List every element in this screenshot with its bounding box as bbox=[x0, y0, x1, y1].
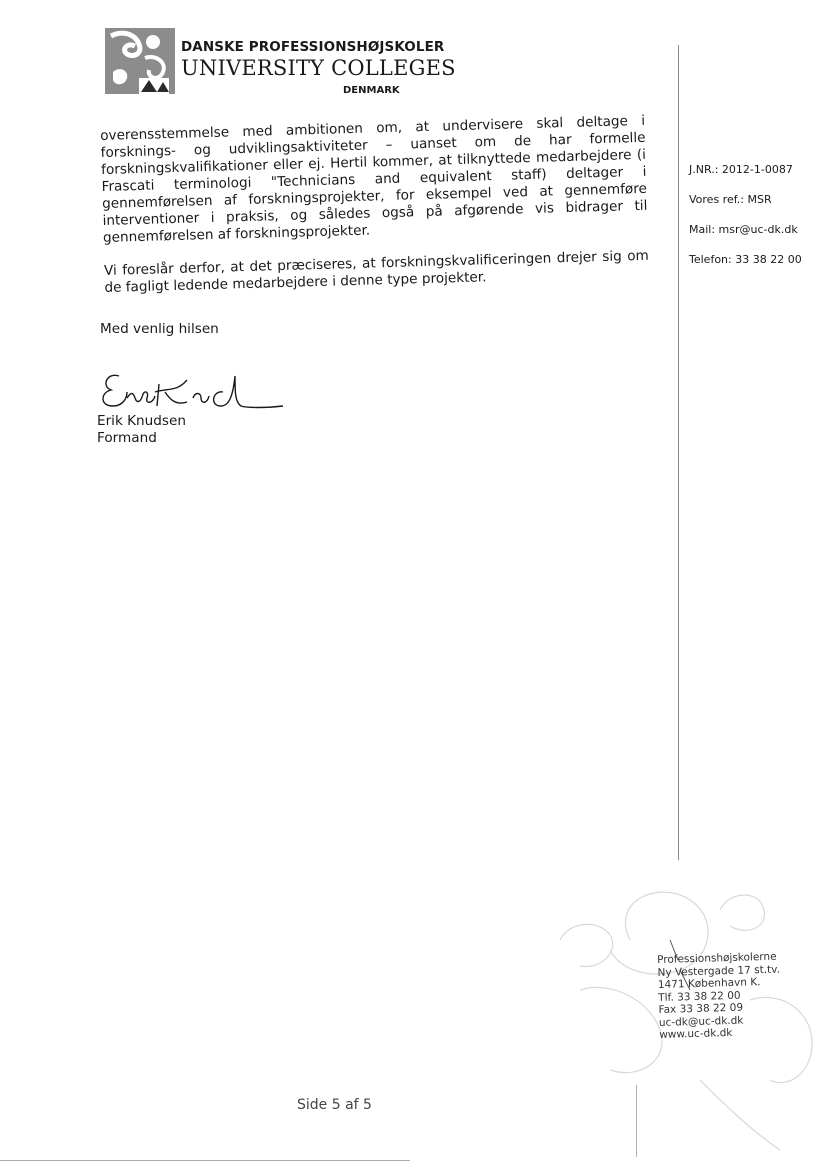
org-name-top: DANSKE PROFESSIONSHØJSKOLER bbox=[181, 39, 445, 55]
paragraph-2: Vi foreslår derfor, at det præciseres, at forskningskvalificeringen drejer sig om de fagligt ledende medarbejdere i denne type projekter. bbox=[103, 247, 650, 296]
footer-phone: Tlf. 33 38 22 00 bbox=[658, 989, 741, 1004]
footer-org-name: Professionshøjskolerne bbox=[657, 950, 777, 966]
org-name-main: UNIVERSITY COLLEGES bbox=[181, 56, 456, 80]
footer-divider bbox=[636, 1085, 637, 1157]
page-number: Side 5 af 5 bbox=[297, 1097, 372, 1113]
handwritten-signature bbox=[97, 362, 297, 417]
letter-body bbox=[100, 113, 650, 313]
footer-street: Ny Vestergade 17 st.tv. bbox=[657, 963, 781, 979]
closing-greeting: Med venlig hilsen bbox=[100, 321, 219, 337]
footer-fax: Fax 33 38 22 09 bbox=[658, 1001, 744, 1016]
journal-number: J.NR.: 2012-1-0087 bbox=[689, 163, 793, 176]
paragraph-1: overensstemmelse med ambitionen om, at undervisere skal deltage i forsknings- og udviklingsaktiviteter – uanset om de har formelle forskningskvalifikationer eller ej. Hertil kommer, at tilknyttede medarbejdere (i Frascati terminologi "Technicians and equivalent staff) deltager i gennemførelsen af forskningsprojekter, for eksempel ved at gennemføre interventioner i praksis, og således også på afgørende vis bidrager til gennemførelsen af forskningsprojekter. bbox=[100, 112, 648, 246]
reference-sidebar bbox=[689, 162, 802, 282]
footer-email: uc-dk@uc-dk.dk bbox=[658, 1014, 744, 1029]
page-bottom-rule bbox=[0, 1160, 410, 1161]
contact-phone: Telefon: 33 38 22 00 bbox=[689, 253, 802, 266]
footer-address bbox=[657, 951, 782, 1042]
contact-mail: Mail: msr@uc-dk.dk bbox=[689, 223, 798, 236]
signer-title: Formand bbox=[97, 430, 157, 446]
signer-name: Erik Knudsen bbox=[97, 413, 186, 429]
our-reference: Vores ref.: MSR bbox=[689, 193, 772, 206]
footer-city: 1471 København K. bbox=[657, 976, 761, 991]
footer-website: www.uc-dk.dk bbox=[659, 1026, 733, 1041]
university-colleges-logo bbox=[105, 28, 175, 94]
org-country: DENMARK bbox=[343, 85, 400, 96]
margin-divider bbox=[678, 45, 679, 860]
